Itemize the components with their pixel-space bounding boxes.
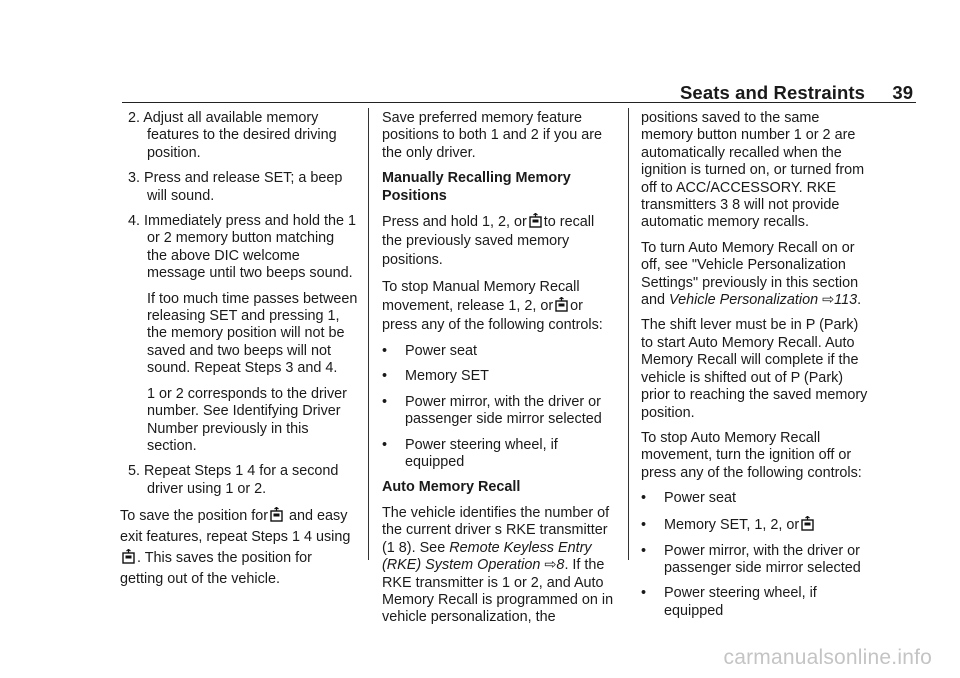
list-item-text: Power steering wheel, if equipped [664,585,817,619]
rke-page-ref[interactable]: 8 [556,557,565,574]
list-item-text: Power steering wheel, if equipped [405,436,558,471]
list-item [382,343,618,360]
column-2 [382,110,618,635]
column-divider-2 [628,108,629,560]
step-2: 2. Adjust all available memory features to the desired driving position. [128,110,337,161]
step-4-note-1: If too much time passes between releasing SET and pressing 1, the memory position will not be saved and two beeps will not sound. Repeat Steps 3 and 4. [147,290,358,377]
manual-recall-text-b: to recall the previously saved memory positions. [382,214,595,269]
manual-recall-text-a: Press and hold 1, 2, or [382,214,527,231]
stop-manual-paragraph [382,278,618,335]
stop-manual-text-a: To stop Manual Memory Recall movement, release 1, 2, or [382,279,580,315]
auto-recall-text-b: . If the RKE transmitter is 1 or 2, and Auto Memory Recall is programmed on in vehicle personalization, the [382,557,614,626]
stop-manual-text-b: or press any of the following controls: [382,298,603,334]
header-rule [122,102,916,103]
exit-key-icon-3 [529,213,542,228]
bullet-icon: • [641,516,647,533]
exit-key-icon-5 [801,516,814,531]
list-item [641,585,873,620]
exit-text-c: . This saves the position for getting out of the vehicle. [120,550,312,588]
step-4-note-2: 1 or 2 corresponds to the driver number. See Identifying Driver Number previously in this section. [147,385,347,454]
save-both-paragraph: Save preferred memory feature positions to both 1 and 2 if you are the only driver. [382,110,603,161]
step-3: 3. Press and release SET; a beep will sound. [128,170,343,204]
list-item [382,437,618,472]
column-divider-1 [368,108,369,560]
bullet-icon: • [382,393,388,410]
turn-on-off-text-b: . [857,292,862,309]
list-item-text: Power seat [405,343,477,360]
turn-on-off-text-a: To turn Auto Memory Recall on or off, see "Vehicle Personalization Settings" previously in this section and [641,239,859,309]
manual-recall-paragraph [382,213,618,270]
vehicle-personalization-page-ref[interactable]: 113 [834,292,858,309]
bullet-icon: • [641,585,647,602]
step-4: 4. Immediately press and hold the 1 or 2 memory button matching the above DIC welcome message until two beeps sound. [128,213,356,282]
ref-arrow-icon: ⇨ [544,557,557,574]
stop-auto-paragraph: To stop Auto Memory Recall movement, turn the ignition off or press any of the following controls: [641,429,862,481]
bullet-icon: • [382,368,388,385]
auto-recall-paragraph [382,505,618,627]
list-item-text: Memory SET [405,368,489,385]
step-5: 5. Repeat Steps 1 4 for a second driver using 1 or 2. [128,463,339,497]
bullet-icon: • [641,542,647,559]
exit-paragraph [120,506,358,590]
rke-link[interactable]: Remote Keyless Entry (RKE) System Operation [382,539,592,574]
list-item [641,490,873,507]
exit-text-a: To save the position for [120,508,268,525]
shift-lever-paragraph: The shift lever must be in P (Park) to start Auto Memory Recall. Auto Memory Recall will complete if the vehicle is shifted out of P (Park) prior to reaching the saved memory position. [641,317,868,421]
page-number: 39 [892,82,913,103]
watermark: carmanualsonline.info [723,646,932,669]
list-item [382,368,618,385]
turn-on-off-paragraph [641,240,873,310]
list-item-text: Power mirror, with the driver or passenger side mirror selected [664,542,861,576]
bullet-icon: • [641,490,647,507]
auto-recall-text-a: The vehicle identifies the number of the current driver s RKE transmitter (1 8). See [382,504,610,556]
vehicle-personalization-link[interactable]: Vehicle Personalization [669,292,819,309]
page-header [0,0,960,110]
list-item [641,543,873,578]
list-item-text: Power mirror, with the driver or passenger side mirror selected [405,393,602,428]
exit-key-icon [270,507,283,522]
list-item-text: Memory SET, 1, 2, or [664,516,800,533]
section-title: Seats and Restraints [679,82,865,103]
column-1 [120,110,358,598]
list-item [382,394,618,429]
auto-recall-heading: Auto Memory Recall [382,479,521,496]
exit-text-b: and easy exit features, repeat Steps 1 4 using [120,508,351,546]
column-3 [641,110,873,628]
list-item-text: Power seat [664,490,736,507]
manual-recall-heading: Manually Recalling Memory Positions [382,170,571,204]
exit-key-icon-2 [122,549,135,564]
exit-key-icon-4 [555,297,568,312]
bullet-icon: • [382,343,388,360]
ref-arrow-icon: ⇨ [822,292,835,309]
bullet-icon: • [382,436,388,453]
list-item [641,516,873,535]
positions-recalled-paragraph: positions saved to the same memory button number 1 or 2 are automatically recalled when the ignition is turned on, or turned from off to ACC/ACCESSORY. RKE transmitters 3 8 will not provide automatic memory recalls. [641,110,865,231]
